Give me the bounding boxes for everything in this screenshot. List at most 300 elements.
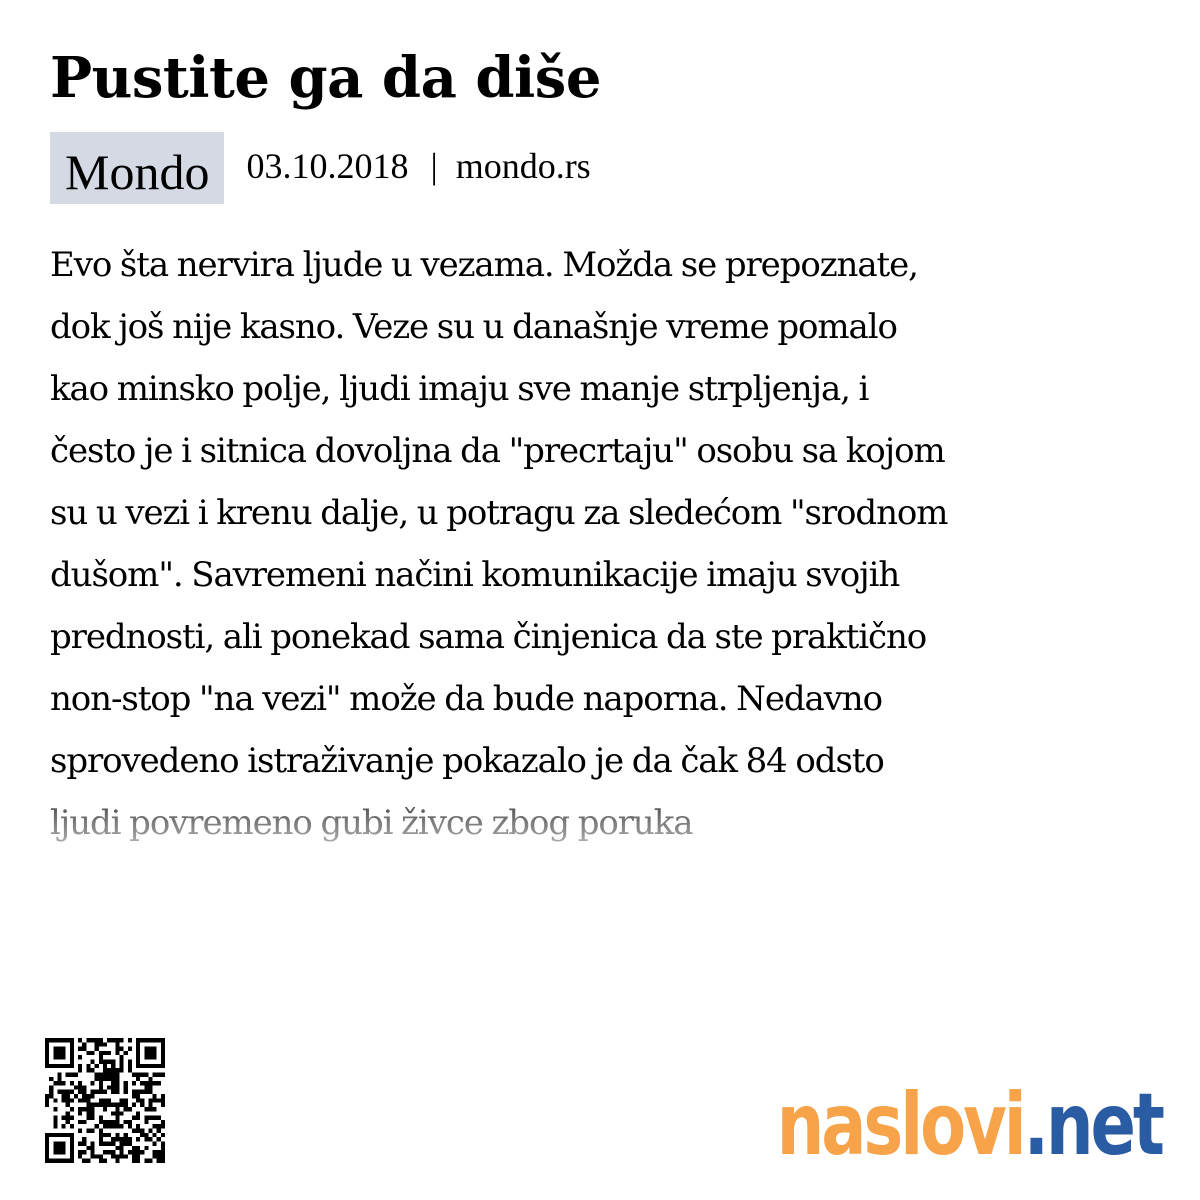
qr-module: [161, 1038, 165, 1042]
qr-module: [153, 1051, 157, 1055]
qr-module: [132, 1146, 136, 1150]
qr-module: [107, 1072, 111, 1076]
qr-module: [99, 1055, 103, 1059]
qr-module: [99, 1042, 103, 1046]
qr-module: [70, 1064, 74, 1068]
qr-module: [115, 1085, 119, 1089]
qr-module: [49, 1064, 53, 1068]
qr-module: [74, 1094, 78, 1098]
qr-module: [136, 1150, 140, 1154]
qr-module: [91, 1129, 95, 1133]
qr-module: [148, 1107, 152, 1111]
qr-module: [144, 1081, 148, 1085]
qr-module: [136, 1038, 140, 1042]
qr-module: [82, 1159, 86, 1163]
qr-module: [119, 1124, 123, 1128]
qr-module: [49, 1090, 53, 1094]
qr-module: [103, 1133, 107, 1137]
qr-module: [53, 1098, 57, 1102]
qr-module: [115, 1133, 119, 1137]
qr-module: [124, 1141, 128, 1145]
qr-module: [115, 1077, 119, 1081]
qr-module: [49, 1038, 53, 1042]
qr-module: [119, 1141, 123, 1145]
qr-module: [70, 1133, 74, 1137]
qr-module: [62, 1150, 66, 1154]
qr-module: [161, 1047, 165, 1051]
qr-module: [136, 1137, 140, 1141]
qr-module: [70, 1098, 74, 1102]
qr-module: [95, 1038, 99, 1042]
qr-module: [99, 1103, 103, 1107]
qr-module: [157, 1098, 161, 1102]
qr-module: [115, 1120, 119, 1124]
qr-module: [82, 1085, 86, 1089]
qr-module: [148, 1098, 152, 1102]
qr-module: [95, 1064, 99, 1068]
qr-module: [70, 1116, 74, 1120]
qr-module: [78, 1107, 82, 1111]
qr-module: [140, 1090, 144, 1094]
qr-module: [95, 1072, 99, 1076]
qr-module: [115, 1081, 119, 1085]
qr-module: [111, 1124, 115, 1128]
qr-module: [157, 1124, 161, 1128]
qr-module: [107, 1051, 111, 1055]
qr-module: [148, 1137, 152, 1141]
qr-module: [99, 1072, 103, 1076]
qr-module: [91, 1116, 95, 1120]
qr-module: [70, 1090, 74, 1094]
qr-module: [107, 1085, 111, 1089]
qr-module: [115, 1047, 119, 1051]
qr-module: [119, 1038, 123, 1042]
qr-module: [136, 1094, 140, 1098]
qr-module: [136, 1146, 140, 1150]
qr-module: [57, 1055, 61, 1059]
qr-module: [140, 1103, 144, 1107]
qr-module: [86, 1129, 90, 1133]
qr-module: [144, 1159, 148, 1163]
qr-module: [103, 1159, 107, 1163]
qr-module: [153, 1124, 157, 1128]
qr-module: [53, 1133, 57, 1137]
qr-module: [45, 1159, 49, 1163]
qr-module: [53, 1124, 57, 1128]
qr-module: [53, 1107, 57, 1111]
qr-module: [95, 1042, 99, 1046]
qr-module: [62, 1141, 66, 1145]
qr-module: [119, 1111, 123, 1115]
article-body-line: često je i sitnica dovoljna da "precrtaju" osobu sa kojom: [50, 431, 945, 471]
qr-module: [115, 1090, 119, 1094]
qr-module: [66, 1111, 70, 1115]
qr-module: [124, 1085, 128, 1089]
qr-module: [107, 1068, 111, 1072]
logo-text-naslovi: naslovi: [776, 1075, 1024, 1175]
qr-module: [140, 1072, 144, 1076]
qr-module: [57, 1090, 61, 1094]
qr-module: [161, 1060, 165, 1064]
qr-module: [49, 1159, 53, 1163]
qr-module: [111, 1150, 115, 1154]
qr-module: [157, 1072, 161, 1076]
qr-module: [74, 1085, 78, 1089]
qr-module: [157, 1064, 161, 1068]
qr-module: [153, 1150, 157, 1154]
qr-module: [91, 1081, 95, 1085]
qr-module: [66, 1094, 70, 1098]
qr-module: [153, 1072, 157, 1076]
article-meta: [50, 132, 591, 204]
qr-module: [161, 1064, 165, 1068]
qr-module: [103, 1077, 107, 1081]
qr-module: [70, 1047, 74, 1051]
qr-module: [153, 1094, 157, 1098]
qr-module: [124, 1133, 128, 1137]
qr-module: [70, 1137, 74, 1141]
qr-module: [111, 1154, 115, 1158]
qr-module: [111, 1038, 115, 1042]
article-body-line: prednosti, ali ponekad sama činjenica da ste praktično: [50, 617, 927, 657]
qr-module: [53, 1051, 57, 1055]
qr-module: [86, 1094, 90, 1098]
qr-module: [136, 1051, 140, 1055]
qr-module: [62, 1133, 66, 1137]
qr-module: [148, 1116, 152, 1120]
qr-module: [119, 1146, 123, 1150]
qr-module: [91, 1094, 95, 1098]
qr-module: [82, 1047, 86, 1051]
qr-module: [153, 1081, 157, 1085]
qr-module: [95, 1047, 99, 1051]
qr-module: [78, 1098, 82, 1102]
qr-module: [82, 1141, 86, 1145]
qr-module: [136, 1124, 140, 1128]
qr-module: [148, 1103, 152, 1107]
source-site[interactable]: mondo.rs: [455, 146, 591, 186]
qr-module: [70, 1154, 74, 1158]
qr-module: [128, 1107, 132, 1111]
qr-module: [161, 1124, 165, 1128]
qr-module: [82, 1150, 86, 1154]
qr-module: [144, 1038, 148, 1042]
qr-module: [91, 1068, 95, 1072]
qr-module: [86, 1146, 90, 1150]
qr-module: [53, 1055, 57, 1059]
qr-module: [103, 1120, 107, 1124]
qr-module: [132, 1150, 136, 1154]
qr-module: [115, 1159, 119, 1163]
source-badge[interactable]: Mondo: [50, 132, 224, 204]
qr-module: [45, 1094, 49, 1098]
qr-module: [148, 1081, 152, 1085]
qr-module: [78, 1154, 82, 1158]
qr-module: [111, 1081, 115, 1085]
qr-module: [136, 1154, 140, 1158]
qr-module: [57, 1141, 61, 1145]
qr-module: [119, 1103, 123, 1107]
qr-module: [119, 1068, 123, 1072]
qr-module: [124, 1120, 128, 1124]
qr-module: [136, 1159, 140, 1163]
qr-module: [62, 1055, 66, 1059]
qr-module: [86, 1103, 90, 1107]
qr-module: [53, 1120, 57, 1124]
qr-module: [70, 1124, 74, 1128]
qr-module: [144, 1085, 148, 1089]
qr-module: [86, 1051, 90, 1055]
qr-module: [62, 1116, 66, 1120]
qr-module: [62, 1051, 66, 1055]
qr-module: [45, 1146, 49, 1150]
qr-module: [86, 1068, 90, 1072]
qr-module: [119, 1047, 123, 1051]
qr-module: [103, 1072, 107, 1076]
qr-module: [82, 1107, 86, 1111]
qr-module: [103, 1060, 107, 1064]
qr-module: [57, 1133, 61, 1137]
qr-module: [78, 1055, 82, 1059]
qr-module: [53, 1159, 57, 1163]
qr-module: [111, 1064, 115, 1068]
qr-module: [82, 1098, 86, 1102]
qr-module: [157, 1129, 161, 1133]
qr-module: [153, 1116, 157, 1120]
qr-module: [128, 1047, 132, 1051]
qr-module: [115, 1116, 119, 1120]
qr-module: [136, 1060, 140, 1064]
qr-module: [86, 1107, 90, 1111]
qr-module: [99, 1081, 103, 1085]
qr-module: [103, 1064, 107, 1068]
qr-module: [161, 1055, 165, 1059]
qr-module: [153, 1038, 157, 1042]
qr-module: [140, 1129, 144, 1133]
qr-module: [53, 1146, 57, 1150]
qr-module: [70, 1060, 74, 1064]
qr-module: [115, 1072, 119, 1076]
qr-module: [57, 1150, 61, 1154]
qr-module: [136, 1111, 140, 1115]
qr-module: [66, 1072, 70, 1076]
article-body-line: non-stop "na vezi" može da bude naporna. Nedavno: [50, 679, 882, 719]
qr-module: [53, 1116, 57, 1120]
qr-module: [70, 1150, 74, 1154]
qr-module: [99, 1060, 103, 1064]
qr-module: [111, 1111, 115, 1115]
qr-module: [99, 1090, 103, 1094]
qr-module: [144, 1107, 148, 1111]
qr-module: [124, 1154, 128, 1158]
qr-module: [115, 1124, 119, 1128]
qr-module: [62, 1124, 66, 1128]
qr-module: [95, 1154, 99, 1158]
qr-module: [78, 1038, 82, 1042]
qr-module: [136, 1098, 140, 1102]
qr-module: [153, 1055, 157, 1059]
qr-module: [140, 1038, 144, 1042]
qr-module: [62, 1159, 66, 1163]
logo-text-net: .net: [1023, 1075, 1162, 1175]
qr-module: [57, 1051, 61, 1055]
qr-module: [45, 1055, 49, 1059]
qr-module: [144, 1072, 148, 1076]
qr-module: [136, 1090, 140, 1094]
qr-module: [49, 1077, 53, 1081]
qr-module: [111, 1060, 115, 1064]
qr-module: [111, 1085, 115, 1089]
qr-module: [124, 1103, 128, 1107]
qr-module: [128, 1141, 132, 1145]
qr-module: [70, 1107, 74, 1111]
qr-module: [111, 1077, 115, 1081]
qr-module: [95, 1077, 99, 1081]
qr-module: [115, 1051, 119, 1055]
qr-module: [86, 1111, 90, 1115]
qr-module: [53, 1038, 57, 1042]
qr-module: [82, 1094, 86, 1098]
qr-module: [91, 1111, 95, 1115]
qr-module: [53, 1064, 57, 1068]
qr-module: [57, 1077, 61, 1081]
qr-module: [140, 1064, 144, 1068]
qr-module: [62, 1094, 66, 1098]
qr-module: [107, 1133, 111, 1137]
qr-module: [45, 1064, 49, 1068]
qr-module: [70, 1072, 74, 1076]
qr-module: [157, 1038, 161, 1042]
qr-module: [119, 1137, 123, 1141]
qr-module: [107, 1150, 111, 1154]
qr-module: [153, 1047, 157, 1051]
qr-module: [57, 1146, 61, 1150]
article-body-line: kao minsko polje, ljudi imaju sve manje strpljenja, i: [50, 369, 869, 409]
qr-module: [115, 1154, 119, 1158]
qr-module: [91, 1154, 95, 1158]
qr-module: [99, 1116, 103, 1120]
qr-module: [91, 1103, 95, 1107]
qr-module: [132, 1116, 136, 1120]
qr-module: [70, 1055, 74, 1059]
qr-module: [119, 1098, 123, 1102]
qr-module: [107, 1060, 111, 1064]
qr-module: [91, 1150, 95, 1154]
qr-module: [62, 1038, 66, 1042]
qr-module: [111, 1103, 115, 1107]
qr-module: [78, 1064, 82, 1068]
qr-module: [144, 1064, 148, 1068]
qr-module: [153, 1064, 157, 1068]
qr-module: [107, 1098, 111, 1102]
qr-module: [124, 1051, 128, 1055]
qr-module: [70, 1141, 74, 1145]
qr-module: [99, 1051, 103, 1055]
qr-module: [53, 1141, 57, 1145]
qr-module: [148, 1064, 152, 1068]
qr-module: [45, 1060, 49, 1064]
qr-module: [45, 1038, 49, 1042]
qr-module: [161, 1072, 165, 1076]
qr-module: [62, 1090, 66, 1094]
qr-module: [53, 1150, 57, 1154]
qr-module: [124, 1081, 128, 1085]
qr-module: [82, 1090, 86, 1094]
qr-module: [144, 1116, 148, 1120]
qr-module: [45, 1137, 49, 1141]
qr-module: [157, 1154, 161, 1158]
qr-module: [78, 1141, 82, 1145]
qr-module: [111, 1072, 115, 1076]
article-body-line-faded: ljudi povremeno gubi živce zbog poruka: [50, 792, 1170, 854]
qr-module: [148, 1159, 152, 1163]
qr-module: [157, 1137, 161, 1141]
qr-module: [128, 1038, 132, 1042]
qr-module: [45, 1133, 49, 1137]
article-body-line: Evo šta nervira ljude u vezama. Možda se prepoznate,: [50, 245, 918, 285]
qr-module: [132, 1081, 136, 1085]
qr-module: [91, 1146, 95, 1150]
qr-module: [45, 1103, 49, 1107]
article-body-line: dok još nije kasno. Veze su u današnje vreme pomalo: [50, 307, 897, 347]
qr-module: [153, 1154, 157, 1158]
naslovi-logo[interactable]: [776, 1068, 1162, 1175]
qr-module: [140, 1081, 144, 1085]
qr-module: [111, 1090, 115, 1094]
qr-module: [103, 1150, 107, 1154]
qr-module: [45, 1150, 49, 1154]
qr-module: [91, 1051, 95, 1055]
qr-module: [157, 1116, 161, 1120]
qr-module: [140, 1150, 144, 1154]
qr-module: [57, 1081, 61, 1085]
qr-module: [144, 1137, 148, 1141]
qr-module: [124, 1137, 128, 1141]
qr-module: [78, 1081, 82, 1085]
qr-module: [99, 1120, 103, 1124]
qr-module: [136, 1077, 140, 1081]
qr-module: [99, 1085, 103, 1089]
qr-module: [45, 1051, 49, 1055]
qr-module: [62, 1047, 66, 1051]
qr-code-icon[interactable]: [45, 1038, 165, 1163]
meta-separator: |: [430, 146, 438, 186]
qr-module: [91, 1141, 95, 1145]
qr-module: [99, 1133, 103, 1137]
qr-module: [45, 1047, 49, 1051]
qr-module: [66, 1133, 70, 1137]
qr-module: [161, 1159, 165, 1163]
qr-module: [148, 1047, 152, 1051]
qr-module: [148, 1055, 152, 1059]
qr-module: [111, 1137, 115, 1141]
qr-module: [91, 1090, 95, 1094]
qr-module: [115, 1042, 119, 1046]
qr-module: [136, 1064, 140, 1068]
qr-module: [95, 1103, 99, 1107]
qr-module: [157, 1159, 161, 1163]
qr-module: [91, 1060, 95, 1064]
qr-module: [119, 1055, 123, 1059]
qr-module: [70, 1146, 74, 1150]
qr-module: [115, 1146, 119, 1150]
qr-module: [124, 1098, 128, 1102]
qr-module: [119, 1060, 123, 1064]
qr-module: [99, 1038, 103, 1042]
qr-module: [107, 1141, 111, 1145]
qr-module: [99, 1129, 103, 1133]
qr-module: [115, 1038, 119, 1042]
